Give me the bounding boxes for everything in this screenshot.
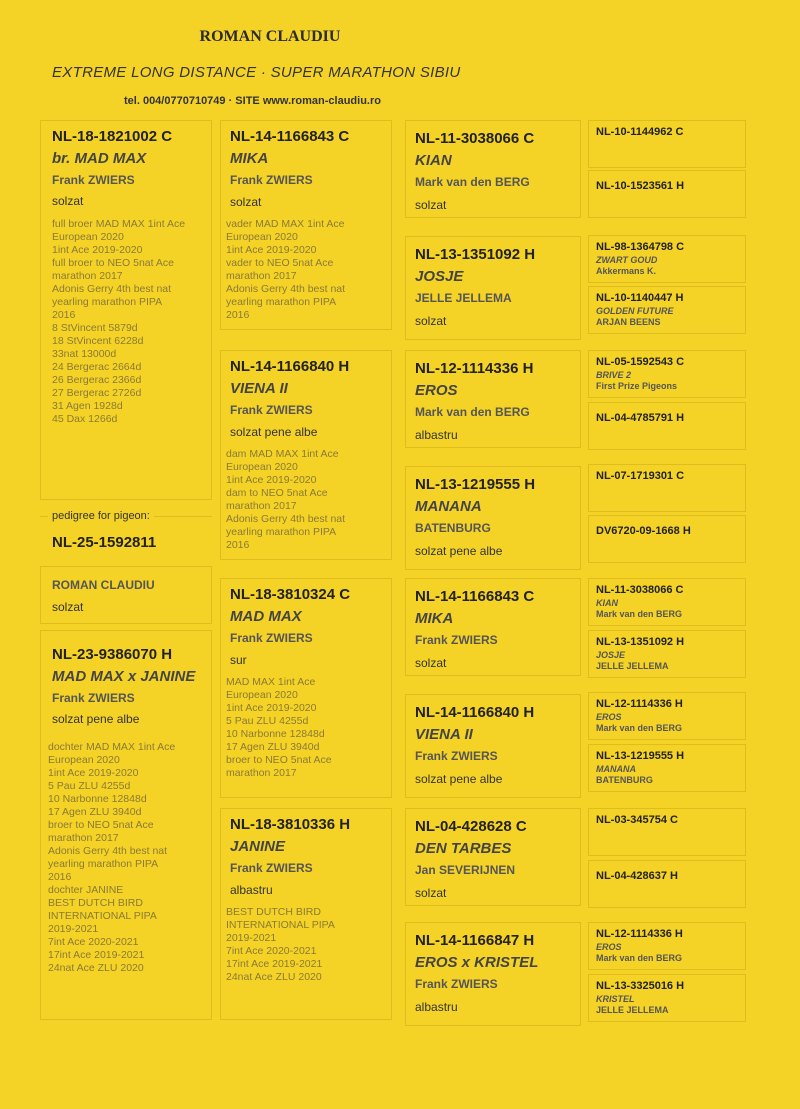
gen3-ring: NL-04-428628 C	[415, 818, 527, 835]
note-line: 5 Pau ZLU 4255d	[226, 715, 309, 727]
note-line: European 2020	[226, 689, 298, 701]
note-line: dochter JANINE	[48, 884, 124, 896]
gen4-ring: NL-04-4785791 H	[596, 412, 685, 424]
gen4-name: ZWART GOUD	[596, 255, 658, 265]
gen3-breeder: Mark van den BERG	[415, 175, 530, 189]
gen4-ring: NL-98-1364798 C	[596, 241, 685, 253]
note-line: Adonis Gerry 4th best nat	[226, 283, 346, 295]
gen3-name: VIENA II	[415, 726, 473, 743]
gen3-name: JOSJE	[415, 268, 464, 285]
gen3-name: MIKA	[415, 610, 454, 627]
gen2-breeder: Frank ZWIERS	[230, 631, 313, 645]
gen2-notes	[226, 906, 335, 984]
gen3-breeder: Mark van den BERG	[415, 405, 530, 419]
gen2-notes	[226, 448, 345, 552]
note-line: European 2020	[52, 231, 124, 243]
subtitle: EXTREME LONG DISTANCE · SUPER MARATHON SIBIU	[52, 64, 461, 81]
note-line: 8 StVincent 5879d	[52, 322, 138, 334]
gen4-ring: NL-10-1144962 C	[596, 126, 684, 138]
gen4-ring: NL-12-1114336 H	[596, 928, 683, 940]
gen4-name: EROS	[596, 942, 622, 952]
note-line: yearling marathon PIPA	[226, 296, 337, 308]
gen3-ring: NL-14-1166843 C	[415, 588, 535, 605]
sire-color: solzat	[52, 194, 84, 208]
note-line: 17 Agen ZLU 3940d	[226, 741, 320, 753]
note-line: Adonis Gerry 4th best nat	[48, 845, 168, 857]
gen3-color: solzat	[415, 198, 447, 212]
gen3-breeder: JELLE JELLEMA	[415, 291, 512, 305]
note-line: dam MAD MAX 1int Ace	[226, 448, 339, 460]
gen3-name: MANANA	[415, 498, 482, 515]
gen3-ring: NL-14-1166840 H	[415, 704, 535, 721]
note-line: 45 Dax 1266d	[52, 413, 118, 425]
gen2-name: VIENA II	[230, 380, 288, 397]
breeder-name-heading: ROMAN CLAUDIU	[199, 28, 341, 45]
note-line: 1int Ace 2019-2020	[226, 702, 317, 714]
note-line: 1int Ace 2019-2020	[226, 474, 317, 486]
gen2-color: solzat pene albe	[230, 425, 318, 439]
note-line: 7int Ace 2020-2021	[48, 936, 139, 948]
subject-label: pedigree for pigeon:	[48, 510, 154, 522]
gen3-name: EROS	[415, 382, 458, 399]
note-line: Adonis Gerry 4th best nat	[52, 283, 172, 295]
gen2-name: MIKA	[230, 150, 269, 167]
note-line: 2019-2021	[226, 932, 277, 944]
note-line: marathon 2017	[226, 767, 297, 779]
note-line: 24 Bergerac 2664d	[52, 361, 142, 373]
gen4-ring: NL-03-345754 C	[596, 814, 678, 826]
gen4-breeder: JELLE JELLEMA	[596, 1005, 669, 1015]
gen2-ring: NL-14-1166840 H	[230, 358, 350, 375]
gen3-color: solzat	[415, 656, 447, 670]
gen2-ring: NL-18-3810324 C	[230, 586, 351, 603]
note-line: Adonis Gerry 4th best nat	[226, 513, 346, 525]
note-line: broer to NEO 5nat Ace	[226, 754, 332, 766]
note-line: INTERNATIONAL PIPA	[48, 910, 157, 922]
note-line: dam to NEO 5nat Ace	[226, 487, 328, 499]
gen3-color: solzat	[415, 886, 447, 900]
gen4-ring: NL-11-3038066 C	[596, 584, 684, 596]
note-line: full broer to NEO 5nat Ace	[52, 257, 174, 269]
sire-ring: NL-18-1821002 C	[52, 128, 173, 145]
gen4-breeder: Mark van den BERG	[596, 609, 683, 619]
gen3-breeder: BATENBURG	[415, 521, 491, 535]
gen2-breeder: Frank ZWIERS	[230, 861, 313, 875]
note-line: BEST DUTCH BIRD	[48, 897, 143, 909]
note-line: full broer MAD MAX 1int Ace	[52, 218, 186, 230]
gen3-color: solzat pene albe	[415, 772, 503, 786]
gen2-color: solzat	[230, 195, 262, 209]
gen4-breeder: Akkermans K.	[596, 266, 657, 276]
sire-breeder: Frank ZWIERS	[52, 173, 135, 187]
note-line: BEST DUTCH BIRD	[226, 906, 321, 918]
note-line: dochter MAD MAX 1int Ace	[48, 741, 176, 753]
gen2-notes	[226, 676, 332, 780]
gen2-ring: NL-14-1166843 C	[230, 128, 350, 145]
note-line: vader MAD MAX 1int Ace	[226, 218, 345, 230]
note-line: 26 Bergerac 2366d	[52, 374, 142, 386]
gen4-name: BRIVE 2	[596, 370, 632, 380]
gen4-breeder: BATENBURG	[596, 775, 653, 785]
gen4-name: JOSJE	[596, 650, 626, 660]
gen3-ring: NL-13-1351092 H	[415, 246, 536, 263]
note-line: broer to NEO 5nat Ace	[48, 819, 154, 831]
gen2-name: MAD MAX	[230, 608, 302, 625]
subject-owner-card	[40, 566, 212, 624]
contact-line: tel. 004/0770710749 · SITE www.roman-claudiu.ro	[124, 95, 381, 107]
dam-ring: NL-23-9386070 H	[52, 646, 173, 663]
note-line: 31 Agen 1928d	[52, 400, 123, 412]
note-line: 1int Ace 2019-2020	[52, 244, 143, 256]
gen4-card	[588, 515, 746, 563]
gen4-ring: NL-13-3325016 H	[596, 980, 685, 992]
gen4-breeder: First Prize Pigeons	[596, 381, 678, 391]
gen3-breeder: Jan SEVERIJNEN	[415, 863, 516, 877]
gen4-ring: DV6720-09-1668 H	[596, 525, 691, 537]
gen3-color: albastru	[415, 428, 458, 442]
note-line: yearling marathon PIPA	[52, 296, 163, 308]
sire-notes	[52, 218, 185, 426]
gen2-breeder: Frank ZWIERS	[230, 173, 313, 187]
sire-name: br. MAD MAX	[52, 150, 147, 167]
subject-ring: NL-25-1592811	[52, 534, 157, 551]
note-line: marathon 2017	[226, 270, 297, 282]
gen4-name: MANANA	[596, 764, 636, 774]
gen2-color: sur	[230, 653, 247, 667]
note-line: 5 Pau ZLU 4255d	[48, 780, 131, 792]
gen4-card	[588, 170, 746, 218]
gen4-name: GOLDEN FUTURE	[596, 306, 674, 316]
note-line: European 2020	[226, 461, 298, 473]
note-line: 27 Bergerac 2726d	[52, 387, 142, 399]
note-line: 1int Ace 2019-2020	[48, 767, 139, 779]
gen4-ring: NL-07-1719301 C	[596, 470, 685, 482]
note-line: 2016	[48, 871, 72, 883]
note-line: 10 Narbonne 12848d	[48, 793, 147, 805]
gen2-name: JANINE	[230, 838, 286, 855]
note-line: 2016	[226, 309, 250, 321]
gen4-ring: NL-10-1140447 H	[596, 292, 684, 304]
gen2-color: albastru	[230, 883, 273, 897]
gen4-ring: NL-13-1219555 H	[596, 750, 685, 762]
gen4-breeder: Mark van den BERG	[596, 723, 683, 733]
note-line: vader to NEO 5nat Ace	[226, 257, 334, 269]
note-line: 18 StVincent 6228d	[52, 335, 144, 347]
gen3-breeder: Frank ZWIERS	[415, 977, 498, 991]
note-line: marathon 2017	[48, 832, 119, 844]
note-line: 10 Narbonne 12848d	[226, 728, 325, 740]
dam-color: solzat pene albe	[52, 712, 140, 726]
note-line: 24nat Ace ZLU 2020	[226, 971, 322, 983]
gen3-ring: NL-11-3038066 C	[415, 130, 535, 147]
gen3-color: albastru	[415, 1000, 458, 1014]
note-line: 2016	[226, 539, 250, 551]
gen2-breeder: Frank ZWIERS	[230, 403, 313, 417]
note-line: marathon 2017	[52, 270, 123, 282]
gen3-name: EROS x KRISTEL	[415, 954, 539, 971]
dam-breeder: Frank ZWIERS	[52, 691, 135, 705]
gen4-ring: NL-04-428637 H	[596, 870, 678, 882]
note-line: 7int Ace 2020-2021	[226, 945, 317, 957]
subject-breeder: ROMAN CLAUDIU	[52, 578, 155, 592]
gen3-color: solzat pene albe	[415, 544, 503, 558]
note-line: 17int Ace 2019-2021	[48, 949, 145, 961]
gen4-card	[588, 402, 746, 450]
gen4-name: KRISTEL	[596, 994, 635, 1004]
note-line: yearling marathon PIPA	[48, 858, 159, 870]
gen4-ring: NL-13-1351092 H	[596, 636, 685, 648]
gen2-notes	[226, 218, 345, 322]
dam-name: MAD MAX x JANINE	[52, 668, 196, 685]
note-line: yearling marathon PIPA	[226, 526, 337, 538]
gen4-breeder: ARJAN BEENS	[596, 317, 661, 327]
gen3-breeder: Frank ZWIERS	[415, 633, 498, 647]
note-line: MAD MAX 1int Ace	[226, 676, 316, 688]
gen3-name: KIAN	[415, 152, 452, 169]
gen4-name: KIAN	[596, 598, 618, 608]
gen4-ring: NL-12-1114336 H	[596, 698, 683, 710]
gen3-ring: NL-12-1114336 H	[415, 360, 534, 377]
note-line: 33nat 13000d	[52, 348, 117, 360]
dam-notes	[48, 741, 175, 975]
gen4-card	[588, 860, 746, 908]
note-line: INTERNATIONAL PIPA	[226, 919, 335, 931]
note-line: European 2020	[226, 231, 298, 243]
gen4-breeder: Mark van den BERG	[596, 953, 683, 963]
gen4-name: EROS	[596, 712, 622, 722]
note-line: 17 Agen ZLU 3940d	[48, 806, 142, 818]
note-line: 1int Ace 2019-2020	[226, 244, 317, 256]
gen3-breeder: Frank ZWIERS	[415, 749, 498, 763]
gen3-color: solzat	[415, 314, 447, 328]
note-line: European 2020	[48, 754, 120, 766]
gen3-ring: NL-14-1166847 H	[415, 932, 535, 949]
gen4-ring: NL-10-1523561 H	[596, 180, 685, 192]
note-line: 17int Ace 2019-2021	[226, 958, 323, 970]
note-line: 2016	[52, 309, 76, 321]
gen4-ring: NL-05-1592543 C	[596, 356, 685, 368]
note-line: 24nat Ace ZLU 2020	[48, 962, 144, 974]
subject-color: solzat	[52, 600, 84, 614]
gen4-breeder: JELLE JELLEMA	[596, 661, 669, 671]
gen3-name: DEN TARBES	[415, 840, 512, 857]
gen3-ring: NL-13-1219555 H	[415, 476, 536, 493]
gen2-ring: NL-18-3810336 H	[230, 816, 351, 833]
note-line: marathon 2017	[226, 500, 297, 512]
note-line: 2019-2021	[48, 923, 99, 935]
